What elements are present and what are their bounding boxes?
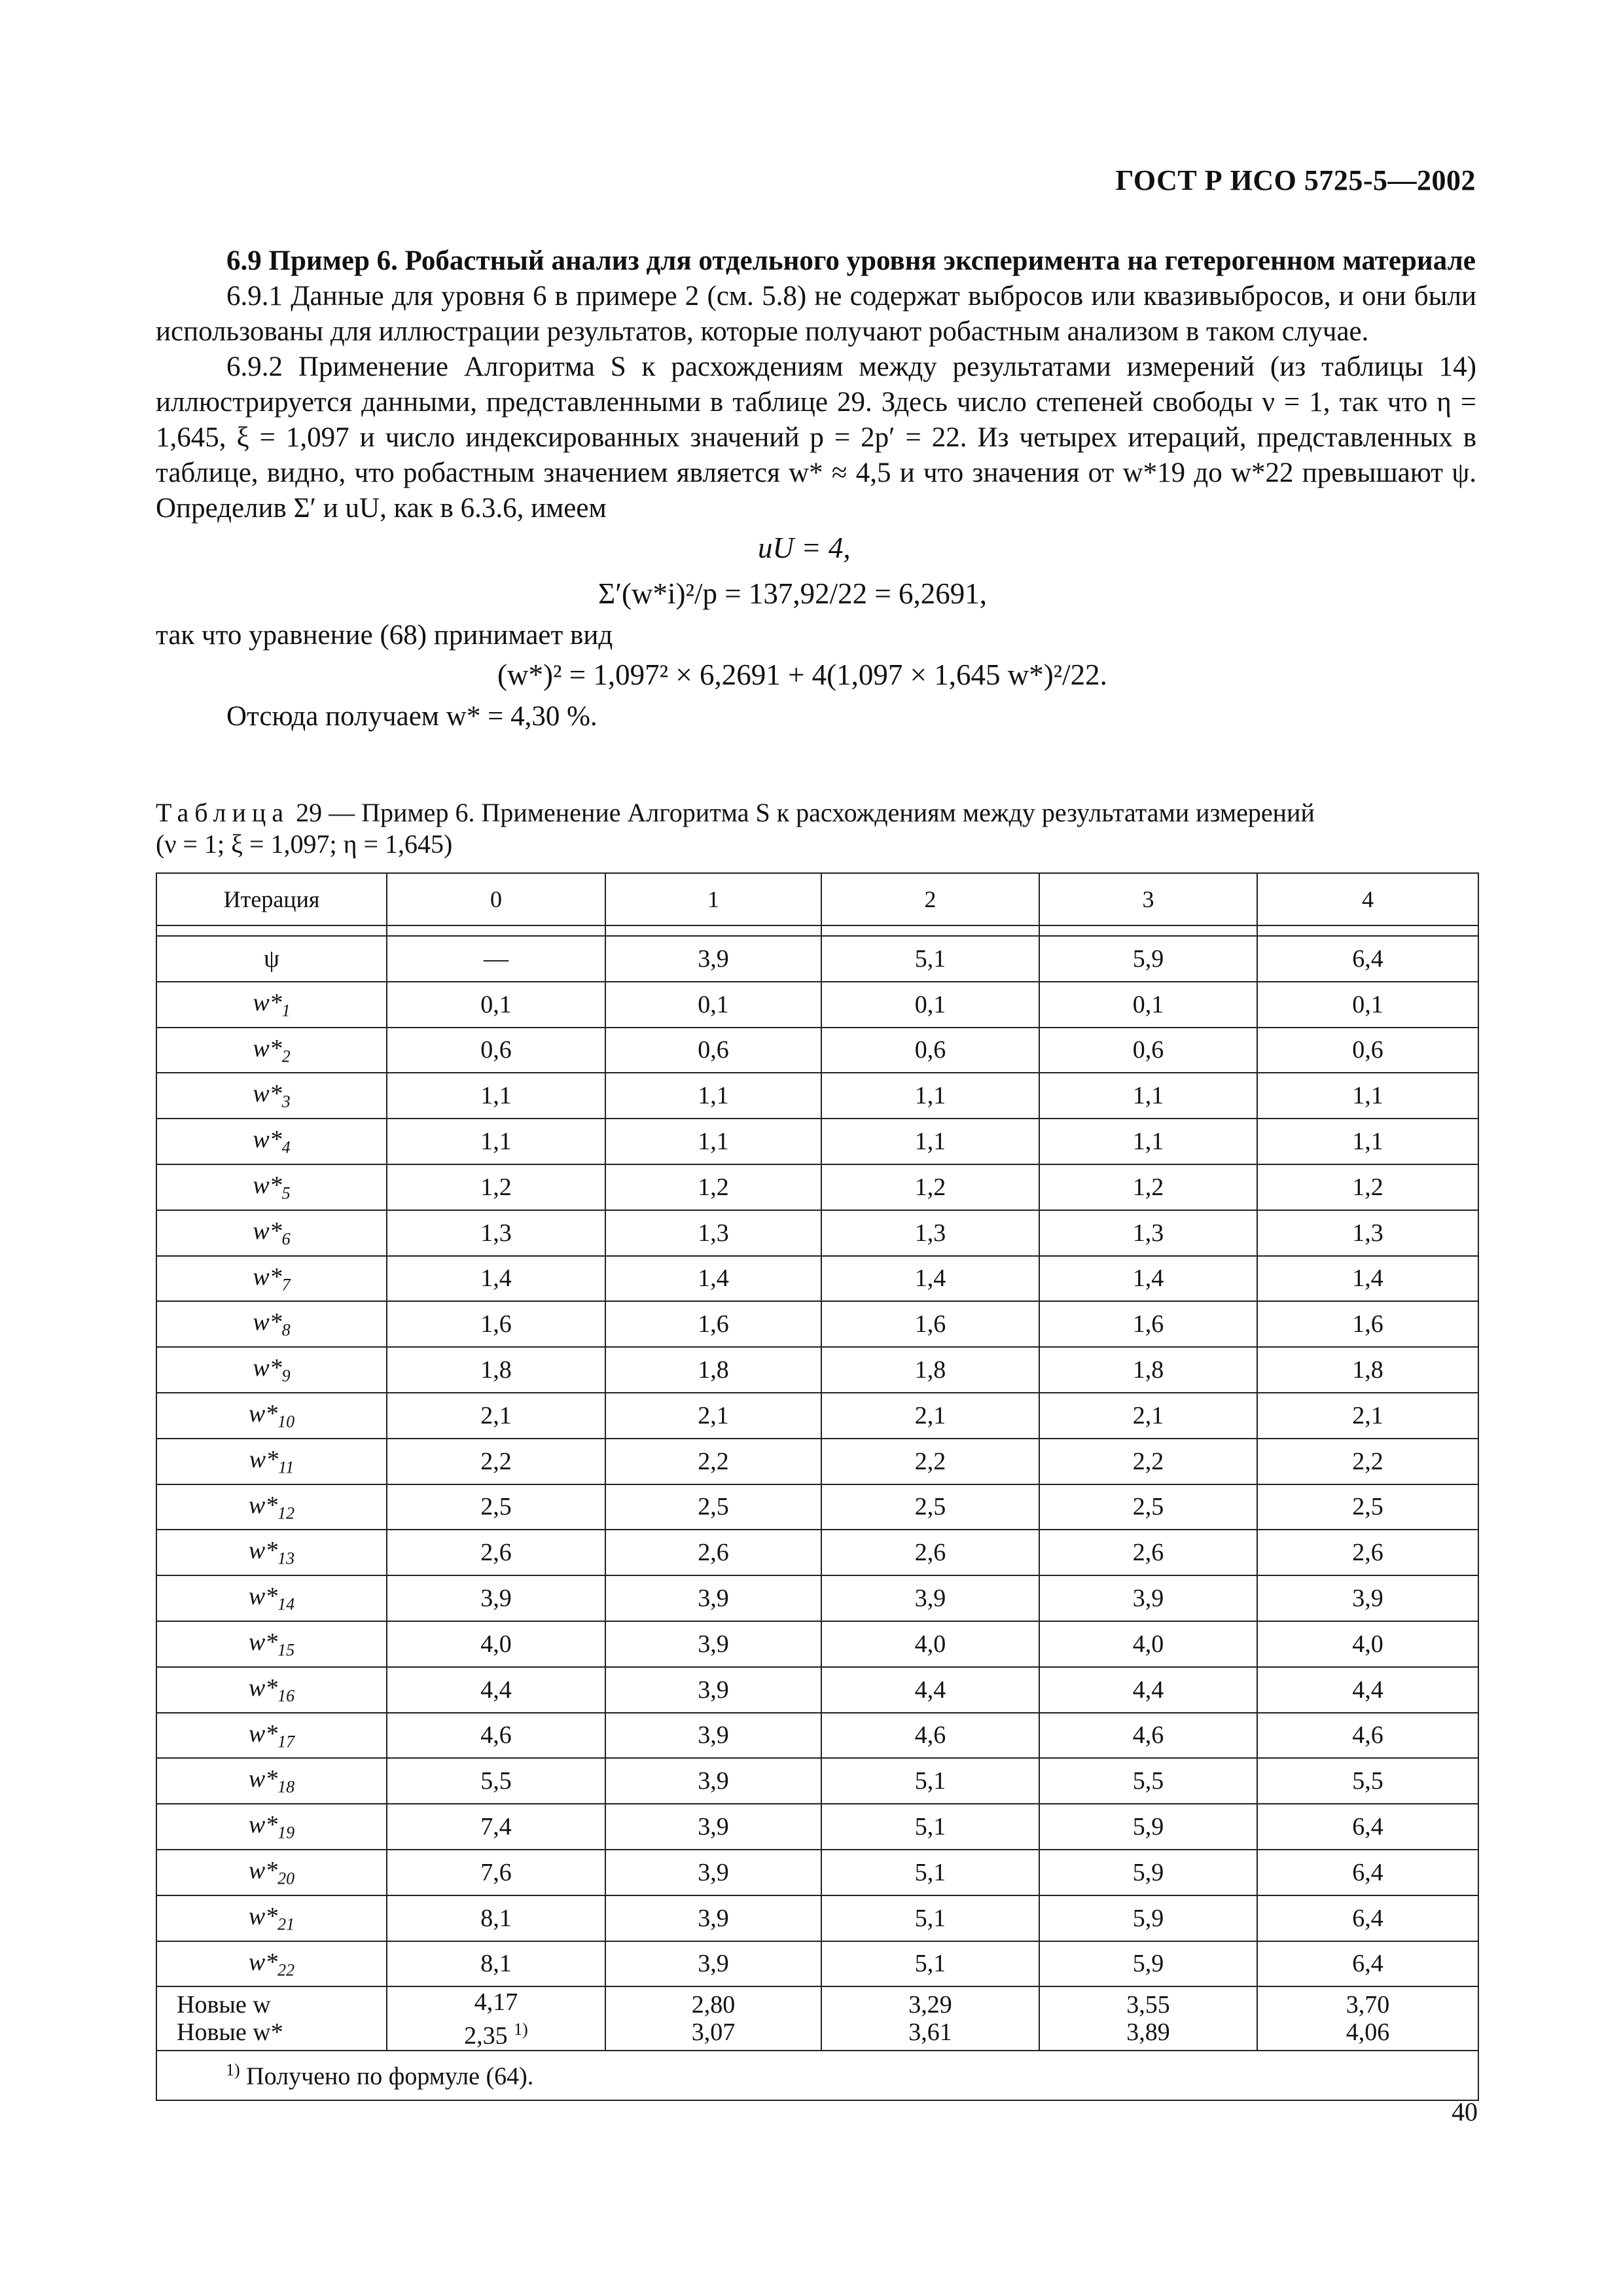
value-cell: 2,5 <box>605 1484 821 1530</box>
value-cell: 8,1 <box>387 1895 605 1941</box>
value-cell: 2,1 <box>1257 1393 1478 1439</box>
value-cell: 1,6 <box>821 1301 1039 1347</box>
table-row <box>156 1073 1478 1119</box>
value-cell: 1,6 <box>1039 1301 1257 1347</box>
section-title: 6.9 Пример 6. Робастный анализ для отдельного уровня эксперимента на гетерогенном материале <box>226 245 1476 276</box>
new-wstar-value: 3,89 <box>1126 2018 1170 2047</box>
value-cell: 3,9 <box>605 1575 821 1621</box>
table-row <box>156 1530 1478 1575</box>
value-cell: 4,0 <box>1257 1621 1478 1667</box>
value-cell: 4,6 <box>387 1713 605 1759</box>
row-label: $w*_1$ <box>156 982 387 1028</box>
value-cell: 4,4 <box>1257 1667 1478 1713</box>
new-w-value: 3,70 <box>1346 1991 1390 2019</box>
page-number: 40 <box>1452 2097 1478 2126</box>
value-cell: 2,1 <box>1039 1393 1257 1439</box>
body-text <box>156 243 1476 734</box>
value-cell: 5,5 <box>1039 1758 1257 1804</box>
table-row <box>156 1575 1478 1621</box>
row-label: $w*_{13}$ <box>156 1530 387 1575</box>
paragraph-6-9-1: 6.9.1 Данные для уровня 6 в примере 2 (см. 5.8) не содержат выбросов или квазивыбросов, и они были использованы для иллюстрации результатов, которые получают робастным анализом в таком случае. <box>156 281 1476 347</box>
value-cell: 1,4 <box>387 1256 605 1302</box>
value-cell: 3,9 <box>605 1621 821 1667</box>
value-cell: 1,1 <box>1039 1119 1257 1164</box>
table-row <box>156 1713 1478 1759</box>
new-wstar-value: 3,07 <box>691 2018 736 2047</box>
value-cell: 1,4 <box>1257 1256 1478 1302</box>
value-cell: 4,6 <box>1257 1713 1478 1759</box>
value-cell: 0,6 <box>387 1028 605 1073</box>
value-cell: 5,1 <box>821 1895 1039 1941</box>
row-label: ψ <box>156 936 387 982</box>
table-row <box>156 1393 1478 1439</box>
new-wstar-label: Новые w* <box>177 2018 283 2047</box>
value-cell: 1,4 <box>605 1256 821 1302</box>
row-label: $w*_{10}$ <box>156 1393 387 1439</box>
value-cell: 0,1 <box>1039 982 1257 1028</box>
value-cell: 6,4 <box>1257 1804 1478 1850</box>
value-cell: 2,2 <box>387 1439 605 1484</box>
row-label: $w*_5$ <box>156 1164 387 1210</box>
row-label: $w*_2$ <box>156 1028 387 1073</box>
value-cell: 0,1 <box>821 982 1039 1028</box>
value-cell: 3,9 <box>1039 1575 1257 1621</box>
row-label: $w*_{19}$ <box>156 1804 387 1850</box>
value-cell: 3,9 <box>605 1895 821 1941</box>
table-row <box>156 1028 1478 1073</box>
caption-word: Таблица <box>156 798 290 827</box>
caption-params: (ν = 1; ξ = 1,097; η = 1,645) <box>156 829 453 859</box>
value-cell: 1,2 <box>1257 1164 1478 1210</box>
value-cell: 5,9 <box>1039 1804 1257 1850</box>
row-label: $w*_{22}$ <box>156 1941 387 1987</box>
row-label: $w*_{15}$ <box>156 1621 387 1667</box>
value-cell: 1,3 <box>1257 1210 1478 1256</box>
footnote-row <box>156 2051 1478 2100</box>
value-cell: 5,1 <box>821 936 1039 982</box>
value-cell: 4,6 <box>821 1713 1039 1759</box>
value-cell: 1,1 <box>387 1073 605 1119</box>
table-row <box>156 1850 1478 1895</box>
value-cell: 3,9 <box>821 1575 1039 1621</box>
value-cell: 5,1 <box>821 1941 1039 1987</box>
value-cell: 1,1 <box>1257 1119 1478 1164</box>
value-cell: 3,9 <box>605 1713 821 1759</box>
equation-68: (w*)² = 1,097² × 6,2691 + 4(1,097 × 1,645 w*)²/22. <box>497 658 1107 691</box>
value-cell: 3,9 <box>605 936 821 982</box>
value-cell: 1,4 <box>1039 1256 1257 1302</box>
value-cell: 1,3 <box>1039 1210 1257 1256</box>
value-cell: 1,1 <box>821 1073 1039 1119</box>
value-cell: 2,6 <box>387 1530 605 1575</box>
value-cell: 1,8 <box>387 1347 605 1393</box>
new-values-cell <box>1039 1986 1257 2051</box>
row-label: $w*_{12}$ <box>156 1484 387 1530</box>
value-cell: 2,6 <box>821 1530 1039 1575</box>
value-cell: 2,5 <box>387 1484 605 1530</box>
iteration-table <box>156 872 1479 2101</box>
new-wstar-value: 2,35 <box>464 2022 508 2050</box>
value-cell: 5,1 <box>821 1758 1039 1804</box>
table-row <box>156 1439 1478 1484</box>
value-cell: 0,1 <box>1257 982 1478 1028</box>
text-so-that: так что уравнение (68) принимает вид <box>156 620 613 651</box>
value-cell: 2,1 <box>387 1393 605 1439</box>
table-row <box>156 982 1478 1028</box>
value-cell: 0,1 <box>605 982 821 1028</box>
value-cell: 3,9 <box>387 1575 605 1621</box>
paragraph-6-9-2: 6.9.2 Применение Алгоритма S к расхождениям между результатами измерений (из таблицы 14) иллюстрируется данными, представленными в таблице 29. Здесь число степеней свободы ν = 1, так что η = 1,645, ξ = 1,097 и число индексированных значений p = 2p′ = 22. Из четырех итераций, представленных в таблице, видно, что робастным значением является w* ≈ 4,5 и что значения от w*19 до w*22 превышают ψ. Определив Σ′ и uU, как в 6.3.6, имеем <box>156 351 1476 524</box>
new-w-value: 4,17 <box>474 1988 518 2016</box>
value-cell: 0,6 <box>605 1028 821 1073</box>
result-text: Отсюда получаем w* = 4,30 %. <box>226 701 597 732</box>
value-cell: 1,3 <box>605 1210 821 1256</box>
value-cell: 1,8 <box>821 1347 1039 1393</box>
value-cell: 1,1 <box>821 1119 1039 1164</box>
value-cell: 1,1 <box>1257 1073 1478 1119</box>
row-label: $w*_9$ <box>156 1347 387 1393</box>
value-cell: 3,9 <box>605 1804 821 1850</box>
footnote-text: Получено по формуле (64). <box>246 2062 534 2090</box>
new-w-value: 3,29 <box>908 1991 952 2019</box>
new-wstar-value: 4,06 <box>1346 2018 1390 2047</box>
new-values-labels <box>156 1986 387 2051</box>
row-label: $w*_7$ <box>156 1256 387 1302</box>
new-values-cell <box>605 1986 821 2051</box>
row-label: $w*_{18}$ <box>156 1758 387 1804</box>
value-cell: 2,5 <box>1039 1484 1257 1530</box>
table-row <box>156 1210 1478 1256</box>
table-row <box>156 1164 1478 1210</box>
value-cell: 0,1 <box>387 982 605 1028</box>
value-cell: 4,0 <box>821 1621 1039 1667</box>
table-row <box>156 1301 1478 1347</box>
value-cell: 4,4 <box>1039 1667 1257 1713</box>
value-cell: 6,4 <box>1257 936 1478 982</box>
value-cell: 1,2 <box>1039 1164 1257 1210</box>
value-cell: 4,0 <box>387 1621 605 1667</box>
table-row <box>156 1667 1478 1713</box>
value-cell: 5,1 <box>821 1804 1039 1850</box>
value-cell: 1,6 <box>387 1301 605 1347</box>
value-cell: 0,6 <box>1039 1028 1257 1073</box>
new-w-value: 2,80 <box>691 1991 736 2019</box>
value-cell: 5,9 <box>1039 1895 1257 1941</box>
value-cell: 2,6 <box>605 1530 821 1575</box>
value-cell: 5,9 <box>1039 936 1257 982</box>
value-cell: 1,3 <box>387 1210 605 1256</box>
value-cell: 4,0 <box>1039 1621 1257 1667</box>
value-cell: 2,2 <box>1257 1439 1478 1484</box>
value-cell: 5,5 <box>387 1758 605 1804</box>
footnote <box>156 2051 1478 2100</box>
value-cell: 2,6 <box>1257 1530 1478 1575</box>
value-cell: 4,4 <box>821 1667 1039 1713</box>
value-cell: 8,1 <box>387 1941 605 1987</box>
value-cell: 1,6 <box>1257 1301 1478 1347</box>
row-label: $w*_4$ <box>156 1119 387 1164</box>
value-cell: 2,1 <box>605 1393 821 1439</box>
value-cell: 3,9 <box>605 1850 821 1895</box>
value-cell: 1,1 <box>1039 1073 1257 1119</box>
row-label: $w*_{14}$ <box>156 1575 387 1621</box>
value-cell: 0,6 <box>1257 1028 1478 1073</box>
value-cell: 7,6 <box>387 1850 605 1895</box>
value-cell: 6,4 <box>1257 1850 1478 1895</box>
value-cell: 4,6 <box>1039 1713 1257 1759</box>
row-label: $w*_{16}$ <box>156 1667 387 1713</box>
new-values-cell <box>821 1986 1039 2051</box>
table-header-row <box>156 873 1478 925</box>
table-row <box>156 1119 1478 1164</box>
value-cell: 2,1 <box>821 1393 1039 1439</box>
value-cell: 1,4 <box>821 1256 1039 1302</box>
value-cell: 3,9 <box>605 1667 821 1713</box>
value-cell: 1,1 <box>605 1073 821 1119</box>
value-cell: 1,1 <box>605 1119 821 1164</box>
value-cell: 1,6 <box>605 1301 821 1347</box>
value-cell: 1,3 <box>821 1210 1039 1256</box>
caption-rest: 29 — Пример 6. Применение Алгоритма S к расхождениям между результатами измерений <box>289 798 1315 827</box>
value-cell: 2,2 <box>821 1439 1039 1484</box>
row-label: $w*_{17}$ <box>156 1713 387 1759</box>
value-cell: 1,8 <box>1039 1347 1257 1393</box>
value-cell: 6,4 <box>1257 1895 1478 1941</box>
value-cell: 2,6 <box>1039 1530 1257 1575</box>
table-row <box>156 936 1478 982</box>
value-cell: 5,5 <box>1257 1758 1478 1804</box>
row-label: $w*_8$ <box>156 1301 387 1347</box>
value-cell: 4,4 <box>387 1667 605 1713</box>
table-row <box>156 1256 1478 1302</box>
value-cell: 5,1 <box>821 1850 1039 1895</box>
value-cell: 5,9 <box>1039 1941 1257 1987</box>
value-cell: 1,2 <box>387 1164 605 1210</box>
new-w-value: 3,55 <box>1126 1991 1170 2019</box>
table-row <box>156 1804 1478 1850</box>
row-label: $w*_{20}$ <box>156 1850 387 1895</box>
new-values-row <box>156 1986 1478 2051</box>
value-cell: — <box>387 936 605 982</box>
equation-sum: Σ′(w*i)²/p = 137,92/22 = 6,2691, <box>598 577 988 610</box>
new-w-label: Новые w <box>177 1991 271 2019</box>
value-cell: 7,4 <box>387 1804 605 1850</box>
value-cell: 5,9 <box>1039 1850 1257 1895</box>
value-cell: 1,8 <box>605 1347 821 1393</box>
footnote-ref: 1) <box>514 2019 528 2039</box>
value-cell: 2,2 <box>1039 1439 1257 1484</box>
new-values-cell <box>1257 1986 1478 2051</box>
footnote-mark: 1) <box>226 2060 240 2079</box>
table-row <box>156 1895 1478 1941</box>
header-cell: 1 <box>605 873 821 925</box>
header-cell: Итерация <box>156 873 387 925</box>
header-cell: 0 <box>387 873 605 925</box>
value-cell: 2,2 <box>605 1439 821 1484</box>
header-cell: 2 <box>821 873 1039 925</box>
value-cell: 6,4 <box>1257 1941 1478 1987</box>
value-cell: 2,5 <box>821 1484 1039 1530</box>
value-cell: 3,9 <box>1257 1575 1478 1621</box>
document-code-header: ГОСТ Р ИСО 5725-5—2002 <box>1115 164 1476 196</box>
value-cell: 2,5 <box>1257 1484 1478 1530</box>
value-cell: 1,2 <box>821 1164 1039 1210</box>
table-row <box>156 1621 1478 1667</box>
value-cell: 0,6 <box>821 1028 1039 1073</box>
row-label: $w*_6$ <box>156 1210 387 1256</box>
new-values-cell <box>387 1986 605 2051</box>
value-cell: 3,9 <box>605 1941 821 1987</box>
equation-uu: uU = 4, <box>758 531 851 564</box>
value-cell: 1,1 <box>387 1119 605 1164</box>
row-label: $w*_3$ <box>156 1073 387 1119</box>
table-row <box>156 1484 1478 1530</box>
table-body <box>156 925 1478 2100</box>
row-label: $w*_{21}$ <box>156 1895 387 1941</box>
new-wstar-value: 3,61 <box>908 2018 952 2047</box>
value-cell: 1,8 <box>1257 1347 1478 1393</box>
table-row <box>156 1347 1478 1393</box>
table-caption <box>156 797 1484 860</box>
value-cell: 3,9 <box>605 1758 821 1804</box>
row-label: $w*_{11}$ <box>156 1439 387 1484</box>
table-row <box>156 1758 1478 1804</box>
header-cell: 3 <box>1039 873 1257 925</box>
table-row <box>156 1941 1478 1987</box>
header-cell: 4 <box>1257 873 1478 925</box>
value-cell: 1,2 <box>605 1164 821 1210</box>
